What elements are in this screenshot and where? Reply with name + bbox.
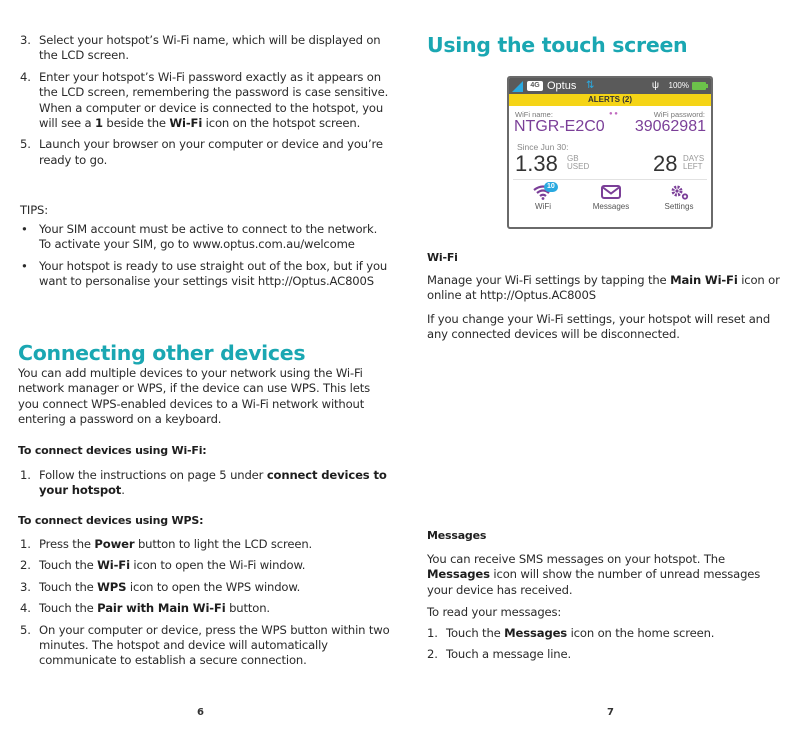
page-number-right: 7 [607,707,614,718]
list-item: 3. Select your hotspot’s Wi-Fi name, which will be displayed on the LCD screen. [20,33,381,63]
wifi-button[interactable] [513,184,573,211]
steps-list-top [20,33,390,174]
wifi-paragraph-1: Manage your Wi-Fi settings by tapping the Main Wi-Fi icon or online at http://Optus.AC800S [427,273,780,303]
section-title-connecting: Connecting other devices [18,341,306,365]
messages-button-label: Messages [592,202,630,211]
connecting-intro: You can add multiple devices to your network using the Wi-Fi network manager or WPS, if the device can use WPS. This lets you connect WPS-enabled devices to a Wi-Fi network without entering a password on a keyboard. [18,366,370,427]
wifi-button-label: WiFi [535,202,551,211]
alerts-banner[interactable]: ALERTS (2) [509,94,711,106]
list-item: 1. Touch the Messages icon on the home screen. [427,626,715,640]
list-item: 2. Touch a message line. [427,647,571,662]
wifi-heading: Wi-Fi [427,251,458,264]
wps-connect-heading: To connect devices using WPS: [18,514,204,527]
wps-steps-list [20,537,390,675]
gear-icon [668,184,690,200]
days-left-unit: DAYS LEFT [683,154,705,171]
wifi-credentials [509,106,711,140]
list-item: 4. Enter your hotspot’s Wi-Fi password exactly as it appears on the LCD screen, remembering the password is case sensitive. When a computer or device is connected to the hotspot, you will see a 1 beside the Wi-Fi icon on the hotspot screen. [20,69,389,131]
signal-strength-icon [512,81,523,92]
page-number-left: 6 [197,707,204,718]
wifi-name-value: NTGR-E2C0 [514,118,605,135]
messages-button[interactable] [581,184,641,211]
tip-item: • Your hotspot is ready to use straight out of the box, but if you want to personalise your settings visit http://Optus.AC800S [21,258,388,289]
settings-button-label: Settings [664,202,694,211]
hotspot-touch-screen [507,76,713,229]
settings-button[interactable] [649,184,709,211]
wifi-connect-heading: To connect devices using Wi-Fi: [18,444,207,457]
wifi-password-value: 39062981 [634,118,706,135]
list-item: 1. Follow the instructions on page 5 under connect devices to your hotspot. [20,468,387,498]
page-indicator-dots: ● ● [609,111,618,117]
home-icon-row [509,180,711,220]
battery-icon [692,82,706,90]
list-item: 5. Launch your browser on your computer or device and you’re ready to go. [20,137,383,167]
messages-paragraph-1: You can receive SMS messages on your hotspot. The Messages icon will show the number of unread messages your device has received. [427,552,761,597]
battery-percent: 100% [668,81,689,90]
wifi-steps-list [20,468,390,505]
messages-steps-list [427,626,790,669]
list-item: 2. Touch the Wi-Fi icon to open the Wi-Fi window. [20,558,306,573]
data-usage [513,140,707,180]
usb-icon: ψ [651,80,659,91]
days-left-value: 28 [653,151,678,176]
data-transfer-icon: ⇅ [586,80,595,91]
messages-paragraph-2: To read your messages: [427,605,562,619]
tips-list [20,222,390,296]
list-item: 1. Press the Power button to light the LCD screen. [20,537,313,551]
data-used-unit: GB USED [567,154,590,171]
network-type-badge: 4G [527,81,543,91]
device-status-bar [509,78,711,94]
tips-label: TIPS: [20,203,49,217]
wifi-password-label: WiFi password: [653,110,705,119]
wifi-name-label: WiFi name: [515,110,553,119]
list-item: 4. Touch the Pair with Main Wi-Fi button. [20,601,270,616]
section-title-touch-screen: Using the touch screen [427,33,688,57]
list-item: 3. Touch the WPS icon to open the WPS window. [20,579,301,594]
wifi-connected-badge: 10 [544,182,558,192]
envelope-icon [600,184,622,200]
carrier-name: Optus [547,80,577,92]
data-used-value: 1.38 [515,151,558,176]
wifi-paragraph-2: If you change your Wi-Fi settings, your hotspot will reset and any connected devices will be disconnected. [427,312,771,342]
messages-heading: Messages [427,529,487,542]
list-item: 5. On your computer or device, press the WPS button within two minutes. The hotspot and device will automatically communicate to establish a secure connection. [20,622,390,668]
usage-since: Since Jun 30: [517,142,569,152]
tip-item: • Your SIM account must be active to connect to the network. To activate your SIM, go to www.optus.com.au/welcome [21,222,378,252]
